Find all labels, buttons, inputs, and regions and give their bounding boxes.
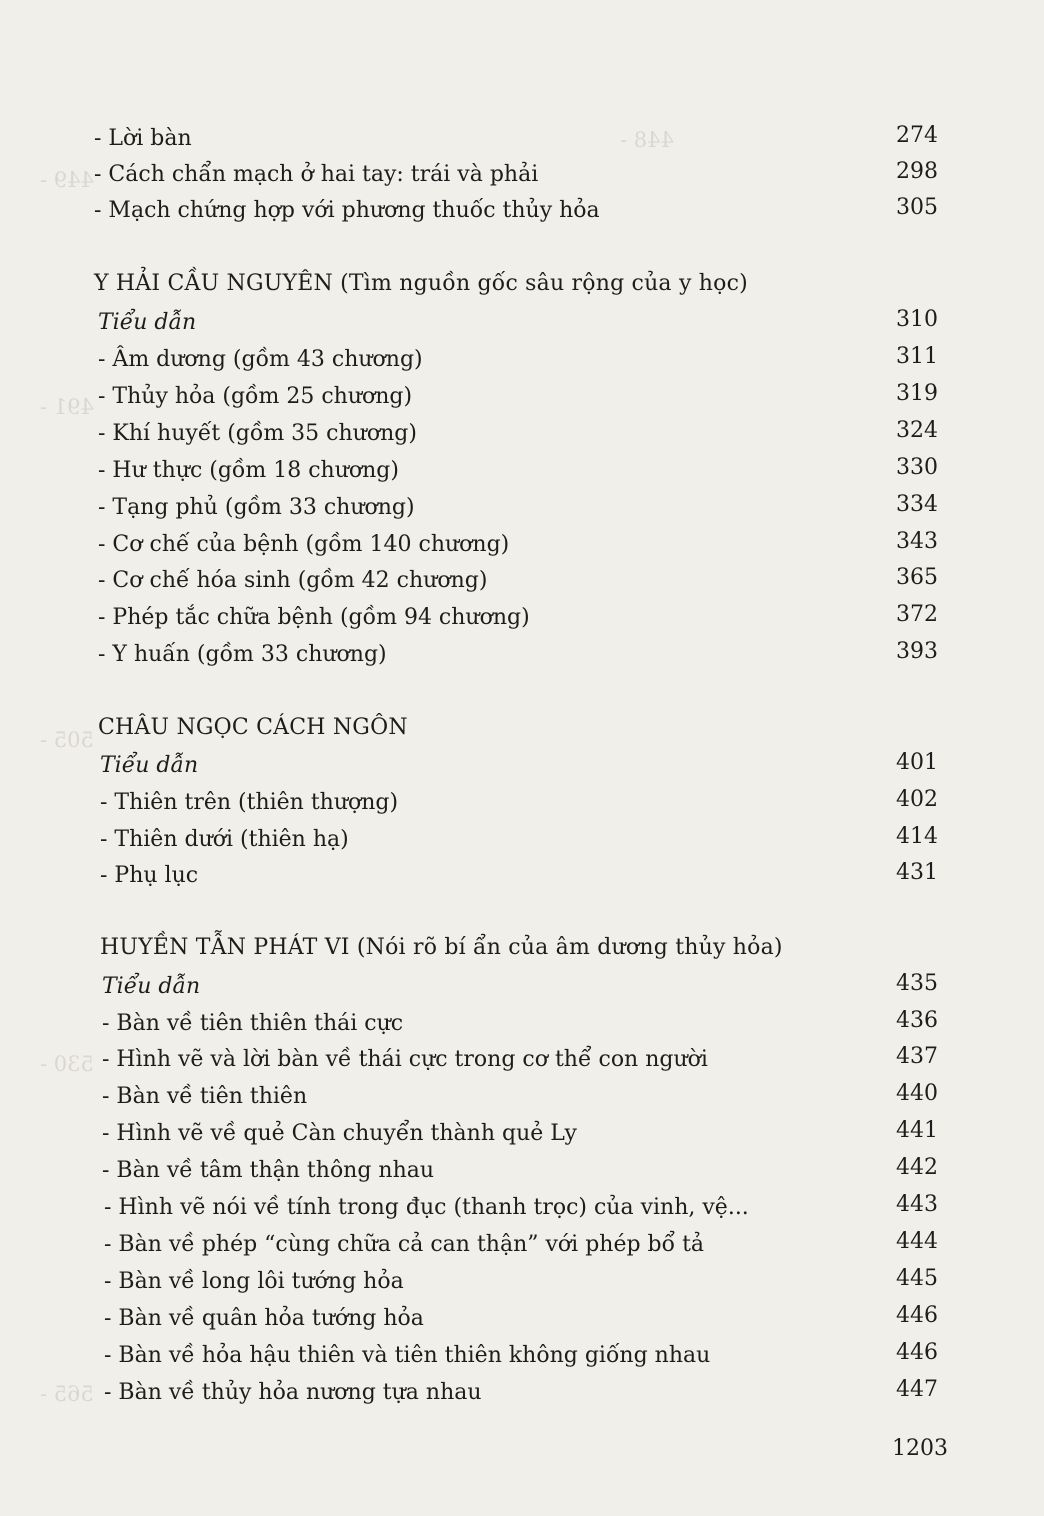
toc-entry-page: 445 [896, 1266, 938, 1291]
toc-entry [0, 1154, 1044, 1188]
bleed-through: 565 - [40, 1382, 94, 1406]
toc-entry [0, 1080, 1044, 1114]
toc-entry-page: 372 [896, 602, 938, 627]
toc-entry [0, 417, 1044, 451]
toc-entry-title: Tiểu dẫn [100, 753, 199, 778]
section-heading-title: CHÂU NGỌC CÁCH NGÔN [98, 715, 408, 740]
toc-entry-title: - Thủy hỏa (gồm 25 chương) [98, 384, 413, 409]
toc-entry-page: 446 [896, 1340, 938, 1365]
toc-entry-page: 414 [896, 824, 938, 849]
bleed-through: 530 - [40, 1052, 94, 1076]
toc-entry [0, 491, 1044, 525]
toc-entry-page: 324 [896, 418, 938, 443]
toc-entry [0, 1376, 1044, 1410]
toc-entry [0, 786, 1044, 820]
toc-entry [0, 194, 1044, 228]
section-heading-title: Y HẢI CẦU NGUYÊN (Tìm nguồn gốc sâu rộng của y học) [94, 271, 748, 296]
toc-entry [0, 380, 1044, 414]
toc-entry [0, 1265, 1044, 1299]
toc-entry-title: Tiểu dẫn [98, 310, 197, 335]
toc-entry [0, 454, 1044, 488]
toc-entry-page: 310 [896, 307, 938, 332]
toc-entry-page: 431 [896, 860, 938, 885]
toc-entry-page: 436 [896, 1008, 938, 1033]
toc-entry-title: - Bàn về tiên thiên thái cực [102, 1011, 404, 1036]
toc-entry-title: - Phụ lục [100, 863, 199, 888]
toc-entry-title: - Hình vẽ về quẻ Càn chuyển thành quẻ Ly [102, 1121, 577, 1146]
toc-entry [0, 158, 1044, 192]
toc-entry-title: - Phép tắc chữa bệnh (gồm 94 chương) [98, 605, 530, 630]
toc-entry-page: 305 [896, 195, 938, 220]
toc-entry [0, 1339, 1044, 1373]
toc-entry [0, 528, 1044, 562]
toc-entry-page: 437 [896, 1044, 938, 1069]
toc-entry-page: 441 [896, 1118, 938, 1143]
bleed-through: 505 - [40, 728, 94, 752]
toc-entry-title: - Khí huyết (gồm 35 chương) [98, 421, 417, 446]
toc-entry-title: - Thiên dưới (thiên hạ) [100, 827, 349, 852]
toc-entry-page: 443 [896, 1192, 938, 1217]
toc-entry-title: - Cơ chế của bệnh (gồm 140 chương) [98, 532, 510, 557]
toc-entry-page: 319 [896, 381, 938, 406]
toc-entry-title: Tiểu dẫn [102, 974, 201, 999]
toc-entry [0, 859, 1044, 893]
toc-entry [0, 1191, 1044, 1225]
toc-entry-page: 274 [896, 123, 938, 148]
toc-entry-page: 446 [896, 1303, 938, 1328]
toc-entry-page: 444 [896, 1229, 938, 1254]
toc-entry-title: - Tạng phủ (gồm 33 chương) [98, 495, 415, 520]
toc-entry [0, 970, 1044, 1004]
toc-entry [0, 1043, 1044, 1077]
toc-entry-page: 442 [896, 1155, 938, 1180]
toc-entry-title: - Bàn về tâm thận thông nhau [102, 1158, 435, 1183]
toc-entry-title: - Lời bàn [94, 126, 192, 151]
toc-entry-title: - Bàn về phép “cùng chữa cả can thận” với phép bổ tả [104, 1232, 705, 1257]
toc-entry-title: - Bàn về quân hỏa tướng hỏa [104, 1306, 424, 1331]
toc-entry-title: - Bàn về hỏa hậu thiên và tiên thiên không giống nhau [104, 1343, 711, 1368]
toc-entry-page: 393 [896, 639, 938, 664]
toc-entry [0, 343, 1044, 377]
toc-entry [0, 638, 1044, 672]
toc-entry-title: - Thiên trên (thiên thượng) [100, 790, 399, 815]
toc-entry [0, 1302, 1044, 1336]
toc-entry [0, 1228, 1044, 1262]
section-heading [0, 931, 1044, 965]
toc-entry-page: 447 [896, 1377, 938, 1402]
toc-entry-title: - Mạch chứng hợp với phương thuốc thủy hỏa [94, 198, 600, 223]
bleed-through: 449 - [40, 168, 94, 192]
toc-entry-page: 311 [896, 344, 938, 369]
toc-entry-page: 402 [896, 787, 938, 812]
section-heading-title: HUYỀN TẪN PHÁT VI (Nói rõ bí ẩn của âm dương thủy hỏa) [100, 935, 783, 960]
toc-entry-page: 330 [896, 455, 938, 480]
toc-entry-page: 334 [896, 492, 938, 517]
toc-entry-title: - Cơ chế hóa sinh (gồm 42 chương) [98, 568, 488, 593]
section-heading [0, 267, 1044, 301]
toc-entry-title: - Cách chẩn mạch ở hai tay: trái và phải [94, 162, 539, 187]
toc-entry-title: - Bàn về long lôi tướng hỏa [104, 1269, 404, 1294]
toc-entry [0, 601, 1044, 635]
bleed-through: 491 - [40, 395, 94, 419]
toc-entry-title: - Hình vẽ và lời bàn về thái cực trong cơ thể con người [102, 1047, 708, 1072]
toc-entry [0, 1117, 1044, 1151]
toc-entry-title: - Bàn về tiên thiên [102, 1084, 308, 1109]
toc-entry-title: - Hình vẽ nói về tính trong đục (thanh trọc) của vinh, vệ... [104, 1195, 749, 1220]
toc-entry-page: 343 [896, 529, 938, 554]
toc-entry-title: - Y huấn (gồm 33 chương) [98, 642, 387, 667]
toc-entry-title: - Âm dương (gồm 43 chương) [98, 347, 423, 372]
toc-entry [0, 823, 1044, 857]
toc-entry [0, 306, 1044, 340]
toc-entry [0, 122, 1044, 156]
toc-entry-title: - Hư thực (gồm 18 chương) [98, 458, 399, 483]
toc-entry [0, 749, 1044, 783]
page-number: 1203 [892, 1436, 948, 1461]
toc-entry-page: 298 [896, 159, 938, 184]
toc-entry-page: 435 [896, 971, 938, 996]
toc-entry-page: 401 [896, 750, 938, 775]
toc-entry-page: 365 [896, 565, 938, 590]
toc-entry-title: - Bàn về thủy hỏa nương tựa nhau [104, 1380, 482, 1405]
toc-entry [0, 1007, 1044, 1041]
toc-entry-page: 440 [896, 1081, 938, 1106]
bleed-through: 448 - [620, 128, 674, 152]
section-heading [0, 711, 1044, 745]
toc-entry [0, 564, 1044, 598]
